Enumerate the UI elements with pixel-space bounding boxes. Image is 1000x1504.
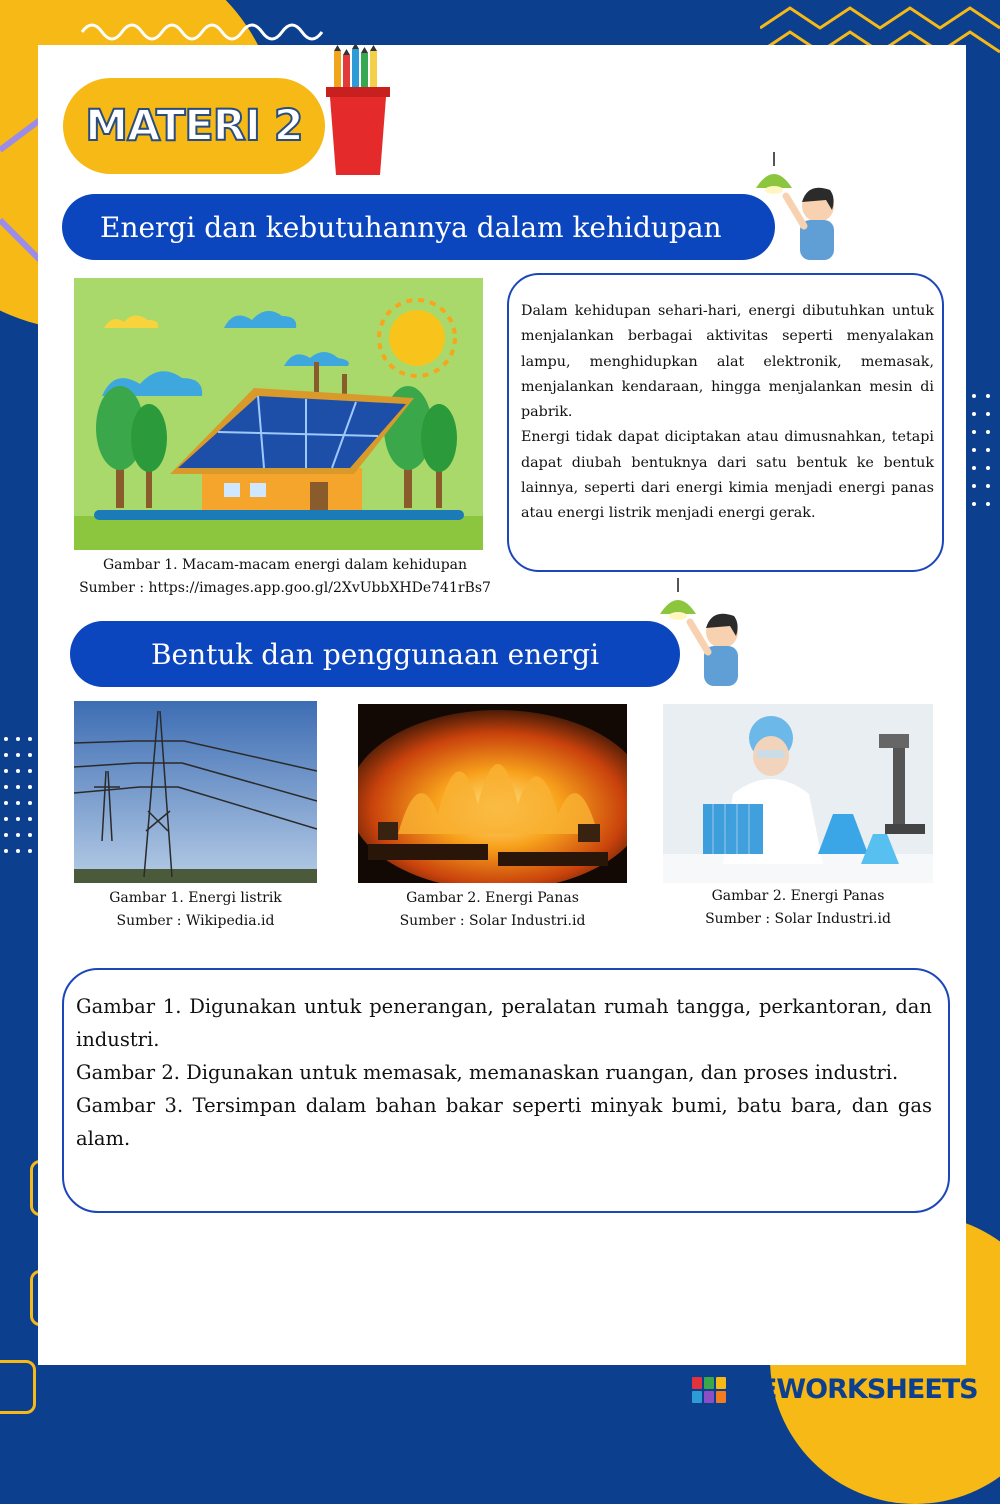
power-tower-image (74, 701, 317, 883)
energy-info-box (507, 273, 944, 572)
energy-uses-box (62, 968, 950, 1213)
figure-lab-caption (663, 885, 933, 931)
figure-caption-title: Gambar 1. Energi listrik (109, 890, 282, 906)
materi-label: MATERI 2 (85, 101, 303, 151)
boy-with-lamp-icon (656, 578, 746, 690)
use-item-2: Gambar 2. Digunakan untuk memasak, memanaskan ruangan, dan proses industri. (76, 1061, 899, 1084)
boy-with-lamp-icon (752, 152, 842, 264)
info-paragraph-1: Dalam kehidupan sehari-hari, energi dibutuhkan untuk menjalankan berbagai aktivitas seperti menyalakan lampu, menghidupkan alat elektronik, memasak, menjalankan kendaraan, hingga menjalankan mesin di pabrik. (521, 303, 934, 421)
diagonal-lines-decoration-icon (0, 110, 40, 270)
fire-image (358, 704, 627, 883)
figure-caption-source: Sumber : Wikipedia.id (116, 913, 275, 929)
use-item-1: Gambar 1. Digunakan untuk penerangan, peralatan rumah tangga, perkantoran, dan industri. (76, 995, 932, 1051)
wave-decoration-icon (80, 10, 330, 46)
use-item-3: Gambar 3. Tersimpan dalam bahan bakar seperti minyak bumi, batu bara, dan gas alam. (76, 1094, 932, 1150)
materi-badge (63, 78, 325, 174)
section-heading-text: Bentuk dan penggunaan energi (150, 637, 600, 671)
figure-1-caption-source: Sumber : https://images.app.goo.gl/2XvUbbXHDe741rBs7 (79, 580, 491, 596)
pencil-cup-icon (322, 45, 394, 177)
logo-cubes-icon (692, 1377, 726, 1403)
figure-caption-title: Gambar 2. Energi Panas (711, 888, 885, 904)
figure-caption-title: Gambar 2. Energi Panas (406, 890, 579, 906)
dots-decoration-right-icon (966, 390, 1000, 520)
laboratory-image (663, 704, 933, 883)
figure-panas-caption (358, 887, 627, 933)
figure-1-caption-title: Gambar 1. Macam-macam energi dalam kehidupan (102, 557, 468, 573)
section-heading-energi (62, 194, 775, 260)
section-heading-bentuk (70, 621, 680, 687)
section-heading-text: Energi dan kebutuhannya dalam kehidupan (100, 210, 722, 244)
figure-caption-source: Sumber : Solar Industri.id (399, 913, 586, 929)
dots-decoration-icon (2, 735, 38, 865)
figure-listrik-caption (74, 887, 317, 933)
frame-decoration (0, 1360, 36, 1414)
solar-house-image (74, 278, 483, 550)
logo-text: IVEWORKSHEETS (730, 1374, 978, 1405)
figure-caption-source: Sumber : Solar Industri.id (705, 911, 891, 927)
info-paragraph-2: Energi tidak dapat diciptakan atau dimusnahkan, tetapi dapat diubah bentuknya dari satu bentuk ke bentuk lainnya, seperti dari energi kimia menjadi energi panas atau energi listrik menjadi energi gerak. (521, 429, 934, 522)
figure-1-caption (60, 554, 510, 600)
liveworksheets-logo[interactable] (692, 1374, 978, 1405)
